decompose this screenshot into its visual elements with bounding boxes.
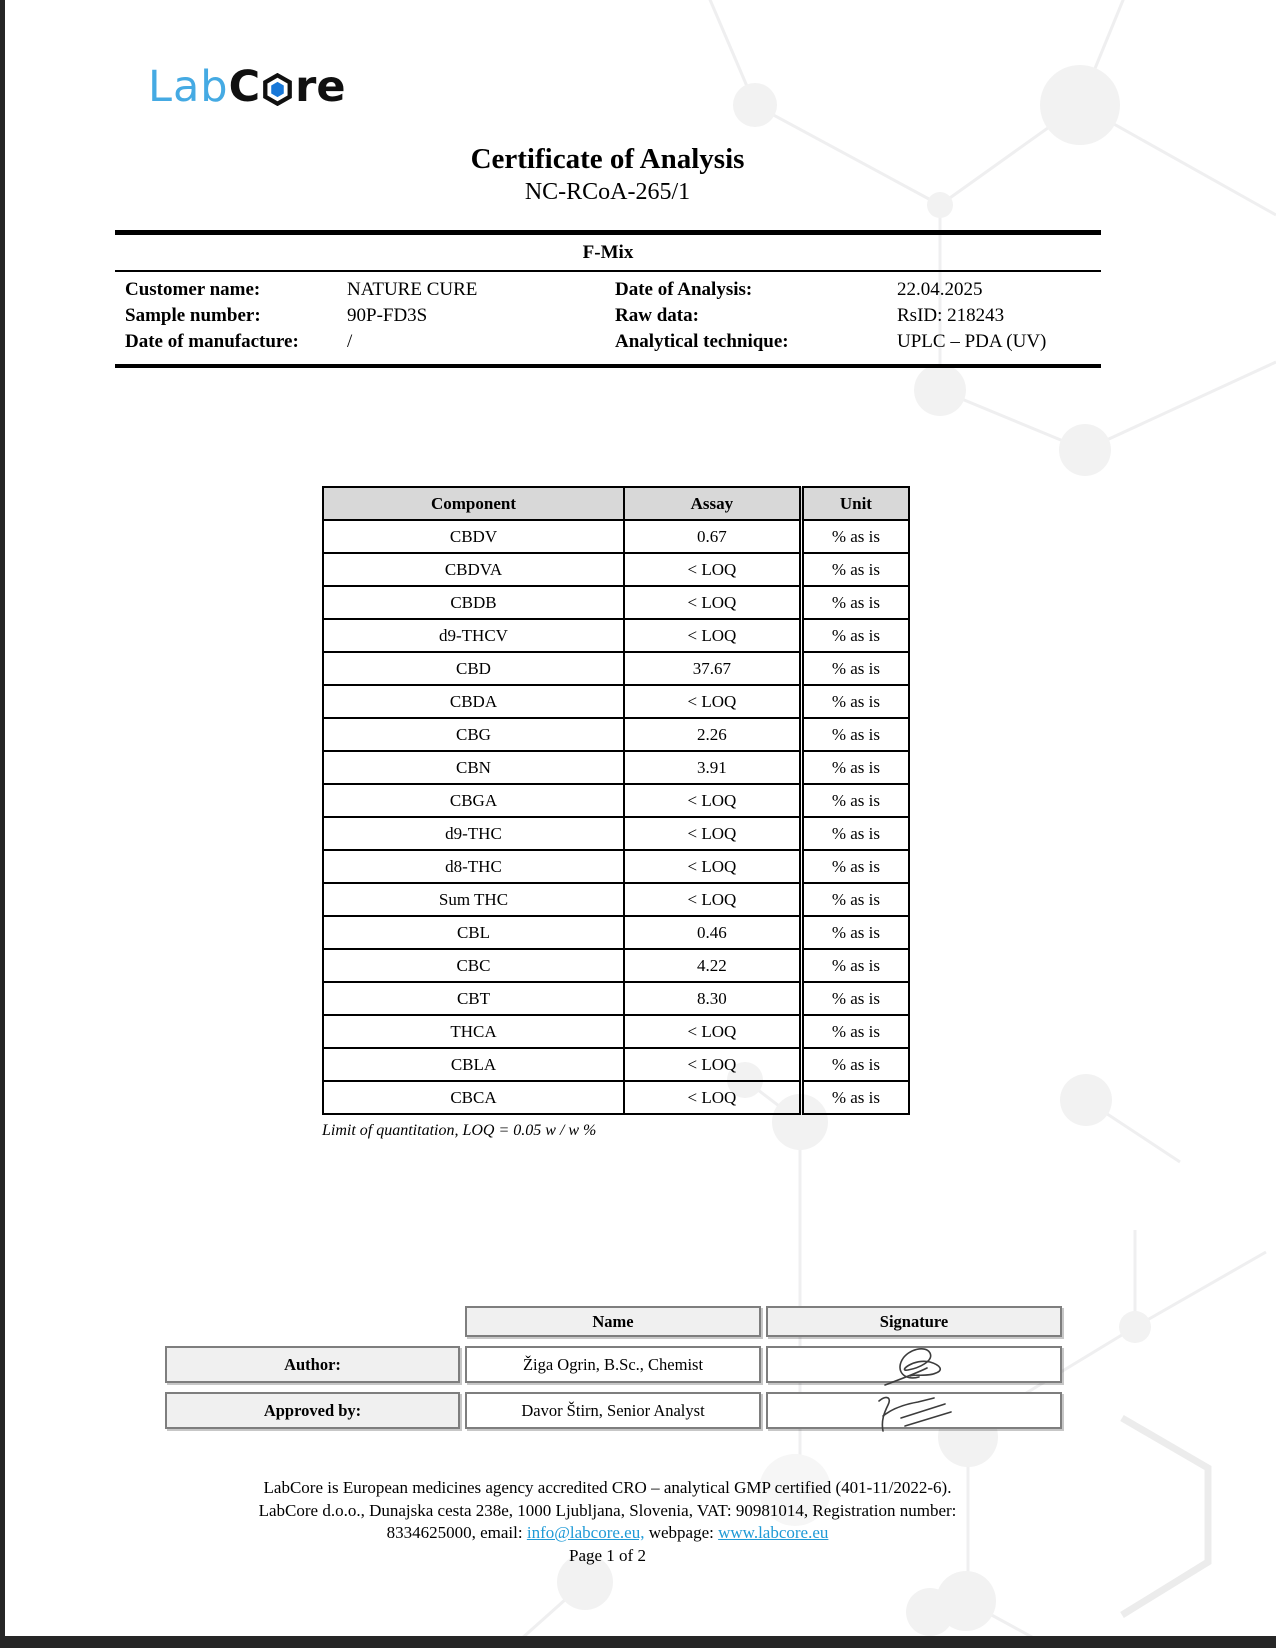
- component-cell: CBG: [323, 718, 624, 751]
- author-name: Žiga Ogrin, B.Sc., Chemist: [465, 1346, 761, 1383]
- hexagon-logo-icon: [261, 73, 294, 106]
- table-row: [323, 685, 909, 718]
- signature-column-header: Signature: [766, 1306, 1062, 1337]
- unit-cell: % as is: [801, 1015, 909, 1048]
- table-row: [323, 949, 909, 982]
- component-cell: CBCA: [323, 1081, 624, 1114]
- sample-number-value: 90P-FD3S: [347, 305, 428, 326]
- table-row: [323, 751, 909, 784]
- component-cell: CBN: [323, 751, 624, 784]
- unit-cell: % as is: [801, 850, 909, 883]
- component-cell: CBDV: [323, 520, 624, 553]
- page-bottom-edge: [0, 1636, 1276, 1648]
- component-cell: CBLA: [323, 1048, 624, 1081]
- unit-cell: % as is: [801, 751, 909, 784]
- page-number: Page 1 of 2: [569, 1545, 646, 1565]
- table-row: [323, 652, 909, 685]
- unit-cell: % as is: [801, 1048, 909, 1081]
- name-column-header: Name: [465, 1306, 761, 1337]
- author-signature-box: [766, 1346, 1062, 1383]
- approved-signature: [859, 1389, 969, 1433]
- date-of-manufacture-value: /: [347, 331, 353, 352]
- approved-by-label: Approved by:: [165, 1392, 460, 1429]
- component-cell: CBL: [323, 916, 624, 949]
- results-header-row: [323, 487, 909, 520]
- table-row: [323, 1048, 909, 1081]
- results-table: [322, 486, 910, 1115]
- assay-cell: 0.67: [624, 520, 801, 553]
- assay-cell: < LOQ: [624, 784, 801, 817]
- component-cell: CBDA: [323, 685, 624, 718]
- approved-by-name: Davor Štirn, Senior Analyst: [465, 1392, 761, 1429]
- assay-cell: < LOQ: [624, 586, 801, 619]
- labcore-logo: [148, 62, 346, 112]
- unit-cell: % as is: [801, 520, 909, 553]
- assay-cell: 4.22: [624, 949, 801, 982]
- document-number: NC-RCoA-265/1: [524, 179, 691, 205]
- title-block: [0, 143, 1215, 206]
- assay-column-header: Assay: [624, 487, 801, 520]
- unit-cell: % as is: [801, 586, 909, 619]
- component-cell: CBT: [323, 982, 624, 1015]
- date-of-analysis-label: Date of Analysis:: [615, 279, 753, 300]
- unit-cell: % as is: [801, 1081, 909, 1114]
- unit-column-header: Unit: [801, 487, 909, 520]
- customer-name-label: Customer name:: [125, 279, 261, 300]
- assay-cell: 2.26: [624, 718, 801, 751]
- table-row: [323, 883, 909, 916]
- unit-cell: % as is: [801, 817, 909, 850]
- component-cell: d9-THCV: [323, 619, 624, 652]
- page-title: Certificate of Analysis: [470, 143, 745, 175]
- unit-cell: % as is: [801, 883, 909, 916]
- assay-cell: < LOQ: [624, 619, 801, 652]
- component-cell: d9-THC: [323, 817, 624, 850]
- component-cell: THCA: [323, 1015, 624, 1048]
- component-cell: CBGA: [323, 784, 624, 817]
- assay-cell: < LOQ: [624, 1081, 801, 1114]
- loq-note: Limit of quantitation, LOQ = 0.05 w / w %: [322, 1122, 597, 1139]
- table-row: [323, 916, 909, 949]
- component-cell: CBD: [323, 652, 624, 685]
- table-row: [323, 520, 909, 553]
- table-row: [323, 982, 909, 1015]
- assay-cell: < LOQ: [624, 817, 801, 850]
- logo-text-core-c: C: [228, 62, 261, 112]
- unit-cell: % as is: [801, 553, 909, 586]
- assay-cell: < LOQ: [624, 553, 801, 586]
- author-signature: [859, 1343, 969, 1387]
- raw-data-label: Raw data:: [615, 305, 699, 326]
- unit-cell: % as is: [801, 949, 909, 982]
- assay-cell: < LOQ: [624, 883, 801, 916]
- footer-phone-email-label: 8334625000, email:: [386, 1523, 527, 1542]
- footer-accreditation-line: LabCore is European medicines agency accredited CRO – analytical GMP certified (401-11/2022-6).: [263, 1478, 952, 1497]
- date-of-manufacture-label: Date of manufacture:: [125, 331, 299, 352]
- component-cell: CBDB: [323, 586, 624, 619]
- component-cell: Sum THC: [323, 883, 624, 916]
- unit-cell: % as is: [801, 784, 909, 817]
- table-row: [323, 817, 909, 850]
- unit-cell: % as is: [801, 982, 909, 1015]
- table-row: [323, 784, 909, 817]
- assay-cell: < LOQ: [624, 1015, 801, 1048]
- assay-cell: 3.91: [624, 751, 801, 784]
- date-of-analysis-value: 22.04.2025: [897, 279, 983, 300]
- unit-cell: % as is: [801, 916, 909, 949]
- sample-info-grid: [115, 272, 1101, 364]
- table-row: [323, 586, 909, 619]
- table-row: [323, 718, 909, 751]
- table-row: [323, 553, 909, 586]
- approved-signature-box: [766, 1392, 1062, 1429]
- signoff-spacer: [165, 1306, 460, 1333]
- author-label: Author:: [165, 1346, 460, 1383]
- unit-cell: % as is: [801, 718, 909, 751]
- assay-cell: < LOQ: [624, 1048, 801, 1081]
- footer-contact-line: [0, 1522, 1215, 1545]
- unit-cell: % as is: [801, 652, 909, 685]
- analytical-technique-label: Analytical technique:: [615, 331, 789, 352]
- analytical-technique-value: UPLC – PDA (UV): [897, 331, 1047, 352]
- component-cell: CBC: [323, 949, 624, 982]
- email-link[interactable]: info@labcore.eu,: [526, 1523, 645, 1542]
- webpage-link[interactable]: www.labcore.eu: [718, 1523, 829, 1542]
- page-left-edge: [0, 0, 5, 1648]
- unit-cell: % as is: [801, 619, 909, 652]
- product-name: F-Mix: [115, 235, 1101, 272]
- table-row: [323, 619, 909, 652]
- table-row: [323, 1081, 909, 1114]
- customer-name-value: NATURE CURE: [347, 279, 478, 300]
- footer: [0, 1477, 1215, 1567]
- sample-info-block: [115, 230, 1101, 368]
- assay-cell: 8.30: [624, 982, 801, 1015]
- component-cell: d8-THC: [323, 850, 624, 883]
- footer-webpage-label: webpage:: [644, 1523, 719, 1542]
- sample-number-label: Sample number:: [125, 305, 261, 326]
- raw-data-value: RsID: 218243: [897, 305, 1005, 326]
- component-cell: CBDVA: [323, 553, 624, 586]
- assay-cell: 0.46: [624, 916, 801, 949]
- results-table-body: [323, 520, 909, 1114]
- table-row: [323, 1015, 909, 1048]
- logo-text-lab: Lab: [148, 62, 229, 112]
- assay-cell: < LOQ: [624, 850, 801, 883]
- unit-cell: % as is: [801, 685, 909, 718]
- assay-cell: 37.67: [624, 652, 801, 685]
- component-column-header: Component: [323, 487, 624, 520]
- table-row: [323, 850, 909, 883]
- footer-company-line: LabCore d.o.o., Dunajska cesta 238e, 1000 Ljubljana, Slovenia, VAT: 90981014, Registration number:: [258, 1500, 957, 1520]
- results-section: [322, 486, 912, 1140]
- logo-text-core-re: re: [295, 62, 346, 112]
- signoff-table: [165, 1306, 1065, 1429]
- assay-cell: < LOQ: [624, 685, 801, 718]
